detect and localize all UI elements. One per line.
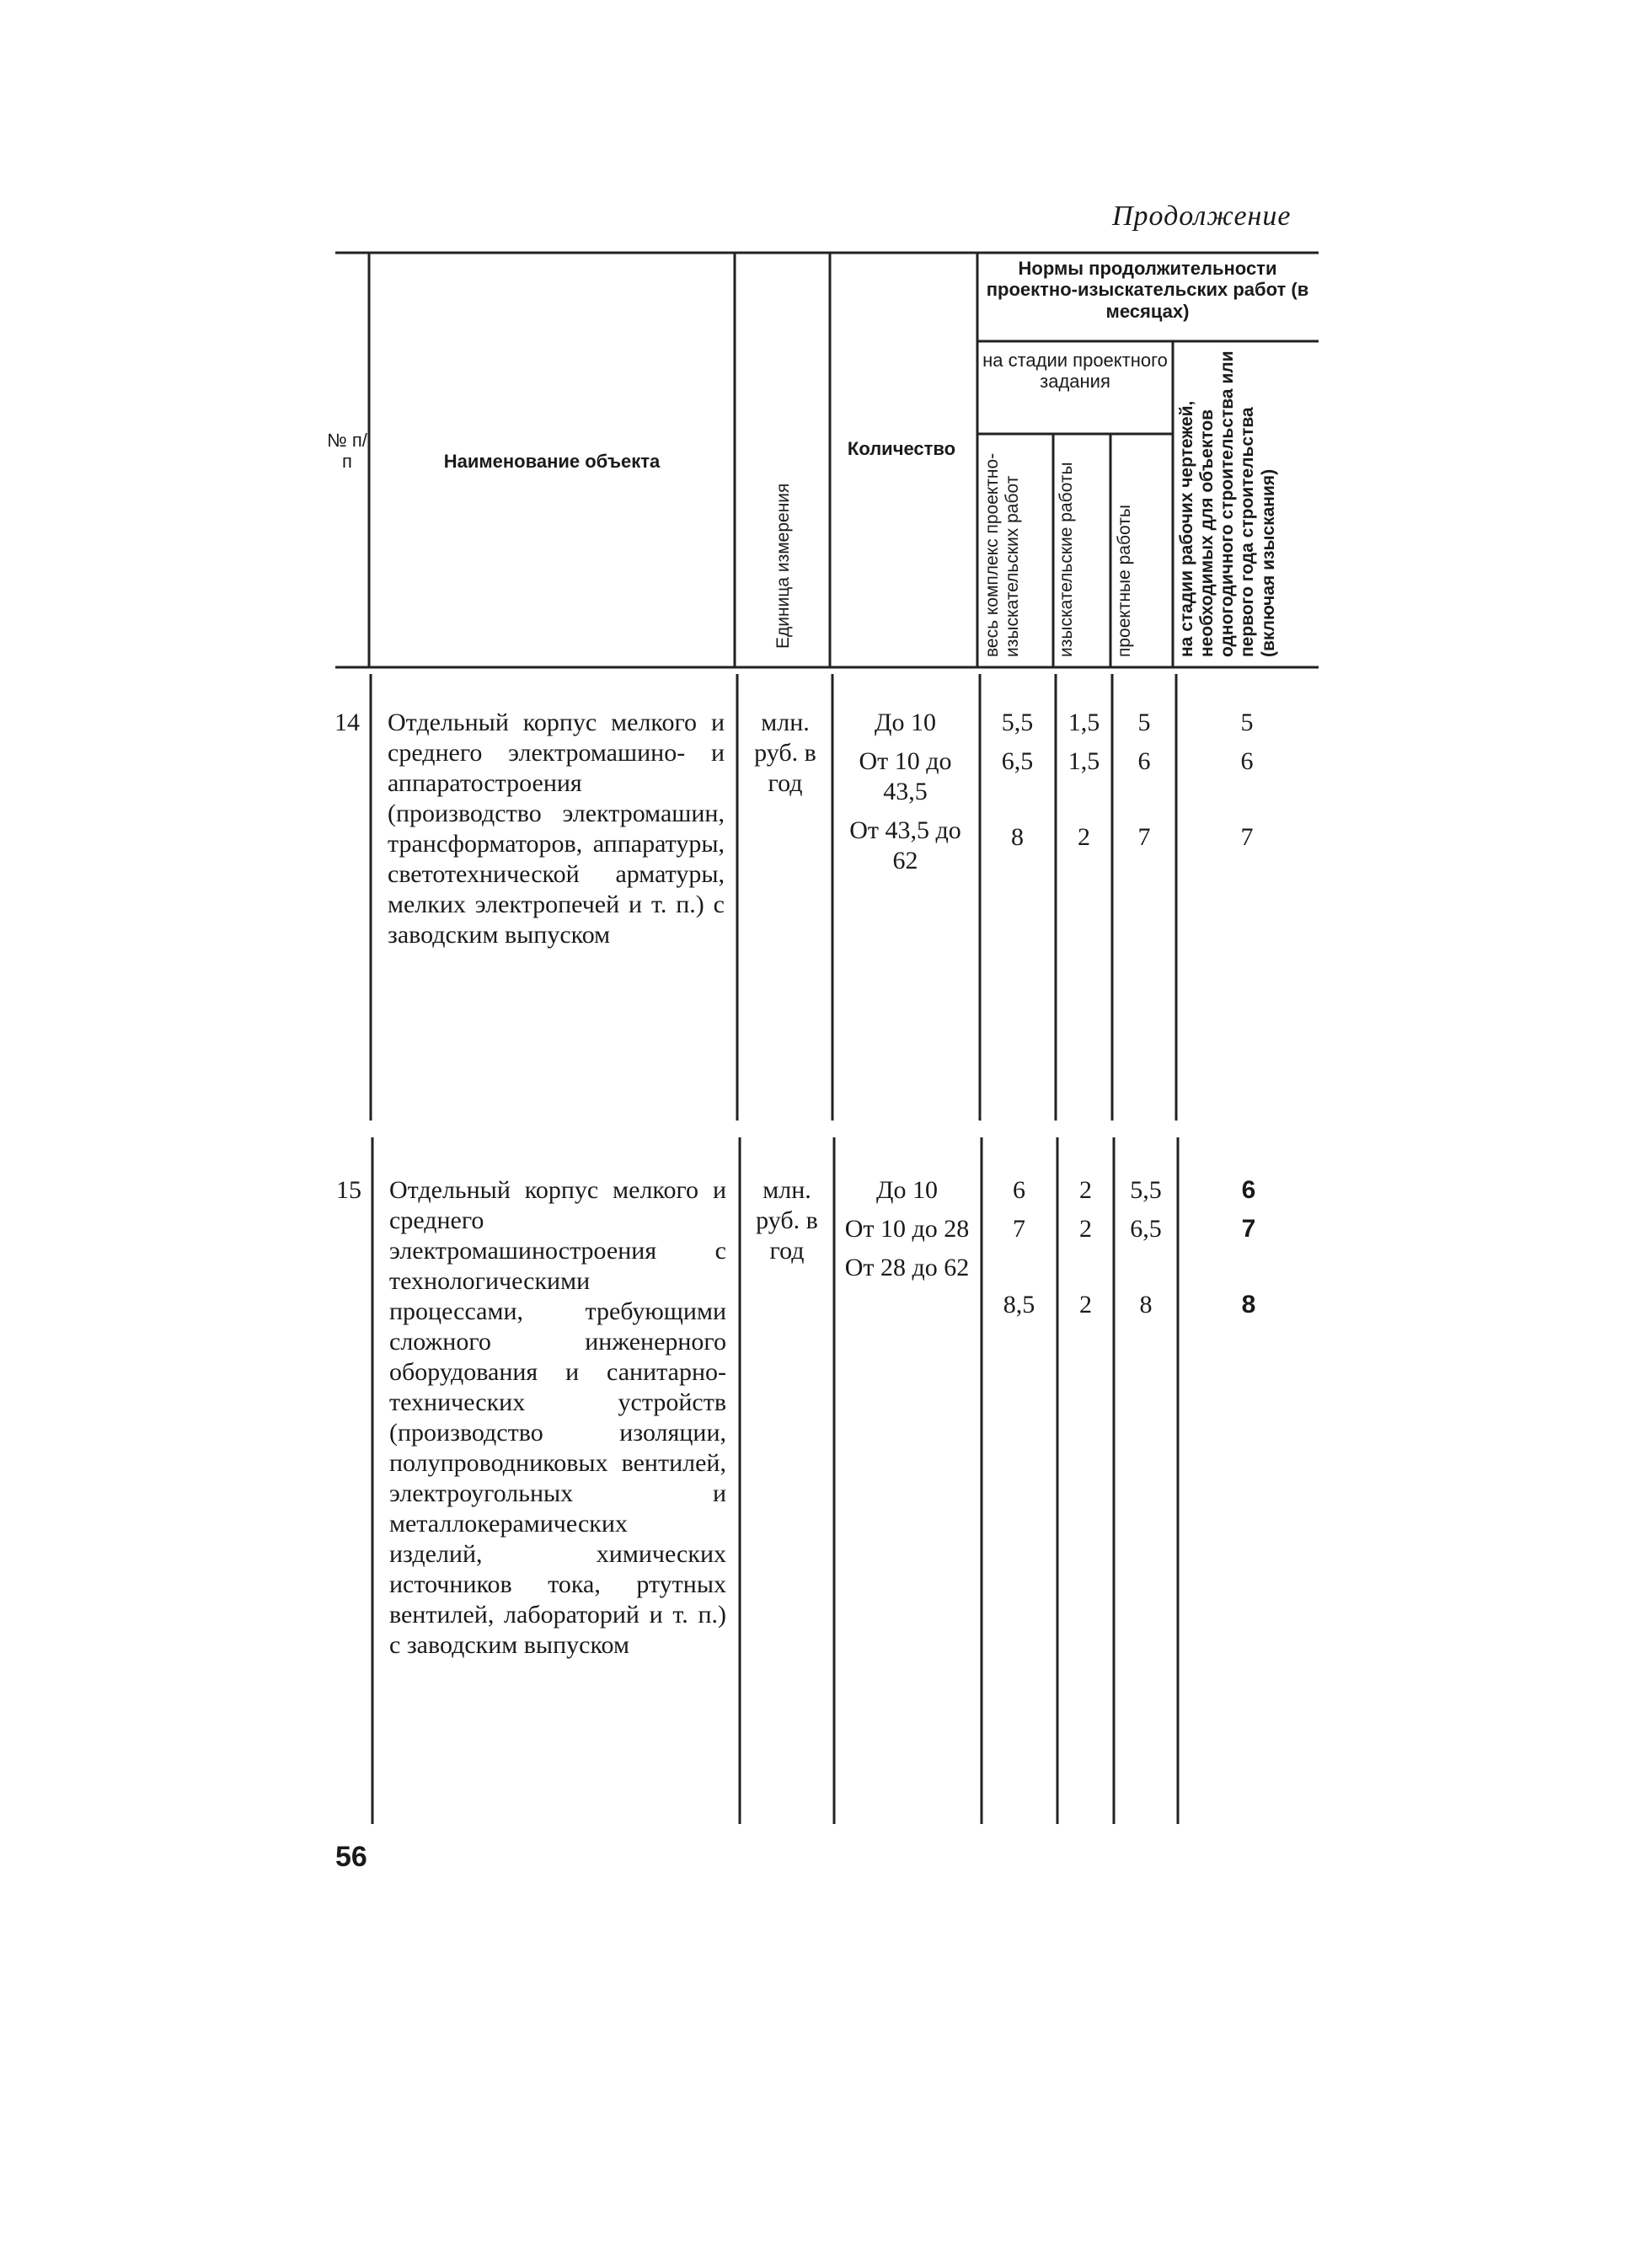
row-15-full-1: 6	[1013, 1176, 1025, 1204]
row-15-unit: млн. руб. в год	[756, 1176, 818, 1265]
row-14-survey-1: 1,5	[1067, 709, 1100, 736]
row-14-design-3: 7	[1137, 823, 1151, 851]
row-14-working-1: 5	[1240, 709, 1254, 736]
row-15-name: Отдельный корпус мелкого и среднего электромашиностроения с технологическими процессами, требующими сложного инженерного оборудования и санитарно-технических устройств (производство изоляции, полупроводниковых вентилей, электроугольных и металлокерамических изделий, химических источников тока, ртутных вентилей, лабораторий и т. п.) с заводским выпуском	[389, 1176, 726, 1659]
row-14-full-1: 5,5	[1001, 709, 1034, 736]
row-15-working-2: 7	[1241, 1215, 1256, 1243]
row-14-survey-2: 1,5	[1067, 747, 1100, 775]
row-14-design-1: 5	[1137, 709, 1151, 736]
row-14-working	[1180, 708, 1314, 861]
row-14-full-3: 8	[1011, 823, 1024, 851]
header-norms: Нормы продолжительности проектно-изыскательских работ (в месяцах)	[986, 258, 1309, 322]
row-14-working-3: 7	[1240, 823, 1254, 851]
header-working-drawings: на стадии рабочих чертежей, необходимых для объектов одногодичного строительства или первого года строительства (включая изыскания)	[1177, 350, 1278, 657]
row-15-working-1: 6	[1241, 1176, 1256, 1204]
row-14-qty-2: От 10 до 43,5	[859, 747, 952, 805]
header-num: № п/п	[327, 430, 367, 473]
header-survey: изыскательские работы	[1057, 462, 1076, 657]
row-15-qty-1: До 10	[876, 1176, 938, 1204]
row-14-working-2: 6	[1240, 747, 1254, 775]
row-15-design	[1116, 1175, 1176, 1329]
row-15-survey	[1059, 1175, 1112, 1329]
row-15-design-2: 6,5	[1130, 1215, 1162, 1243]
row-14-full	[982, 708, 1053, 861]
row-15-survey-1: 2	[1079, 1176, 1092, 1204]
row-15-full	[983, 1175, 1055, 1329]
header-unit: Единица измерения	[773, 483, 793, 649]
header-qty: Количество	[847, 438, 956, 459]
page-number: 56	[335, 1841, 367, 1873]
header-stage-project: на стадии проектного задания	[982, 350, 1168, 393]
row-15-full-2: 7	[1013, 1215, 1025, 1243]
row-15-survey-2: 2	[1079, 1215, 1092, 1243]
row-15-working-3: 8	[1241, 1291, 1256, 1319]
row-15-survey-3: 2	[1079, 1291, 1092, 1319]
row-14-survey-3: 2	[1078, 823, 1090, 851]
row-15-design-1: 5,5	[1130, 1176, 1162, 1204]
row-14-unit: млн. руб. в год	[754, 709, 816, 797]
header-full-complex: весь комплекс проектно-изыскательских работ	[982, 452, 1023, 657]
row-15-qty-2: От 10 до 28	[844, 1215, 970, 1243]
row-15-num: 15	[336, 1176, 361, 1204]
row-14-qty-1: До 10	[875, 709, 936, 736]
row-15-full-3: 8,5	[1003, 1291, 1035, 1319]
row-14-num: 14	[334, 709, 360, 736]
row-14-qty-3: От 43,5 до 62	[849, 816, 961, 875]
row-15-qty	[837, 1175, 977, 1292]
row-15-working	[1181, 1175, 1316, 1329]
row-15-design-3: 8	[1139, 1291, 1153, 1319]
continuation-label: Продолжение	[1112, 201, 1292, 232]
row-15-qty-3: От 28 до 62	[844, 1254, 970, 1281]
header-design: проектные работы	[1115, 505, 1134, 657]
row-14-name: Отдельный корпус мелкого и среднего электромашино- и аппаратостроения (производство электромашин, трансформаторов, аппаратуры, светотехнической арматуры, мелких электропечей и т. п.) с заводским выпуском	[388, 709, 725, 949]
header-name: Наименование объекта	[443, 451, 661, 472]
row-14-qty	[836, 708, 975, 885]
row-14-design	[1114, 708, 1175, 861]
row-14-survey	[1057, 708, 1110, 861]
row-14-design-2: 6	[1137, 747, 1151, 775]
row-14-full-2: 6,5	[1001, 747, 1034, 775]
